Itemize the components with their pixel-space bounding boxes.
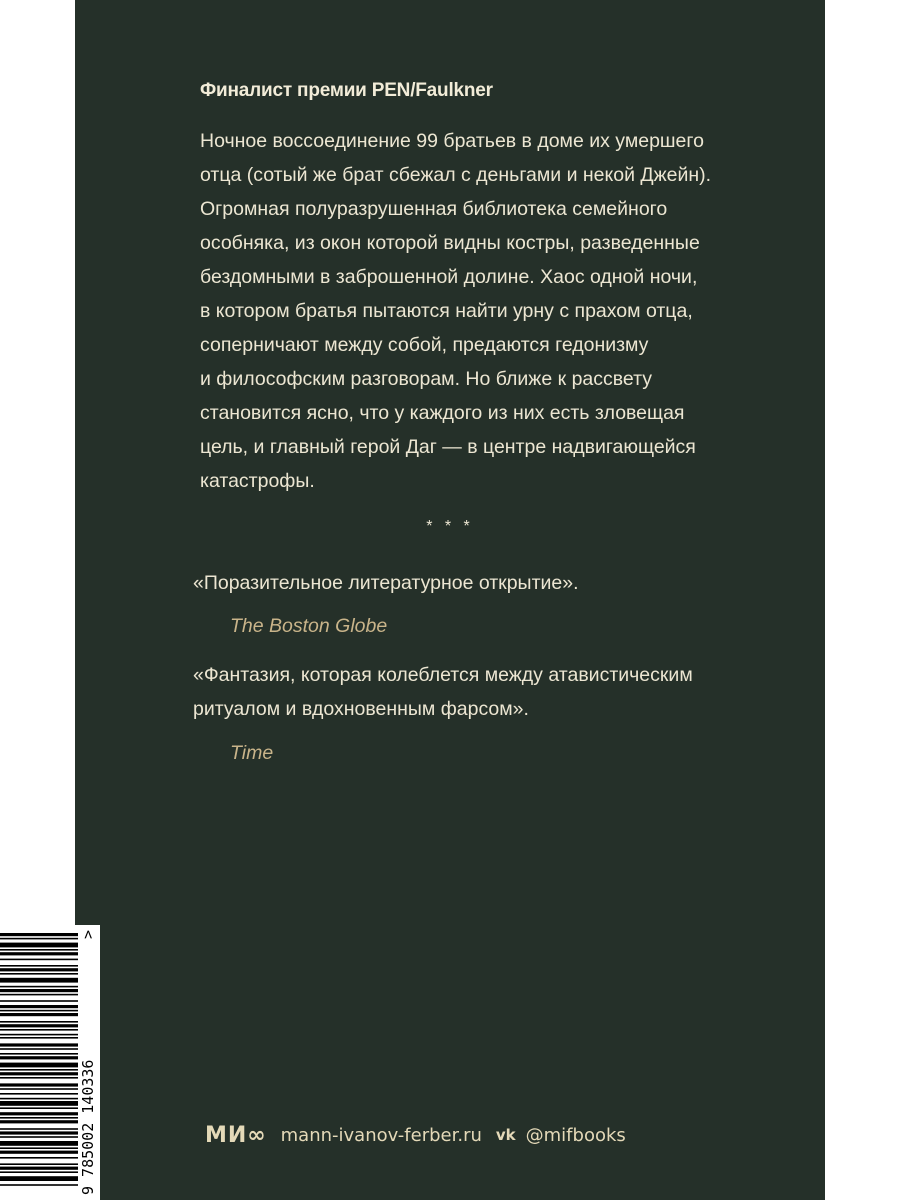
barcode-arrow: > xyxy=(79,929,97,939)
section-separator: * * * xyxy=(426,518,474,535)
barcode-bar xyxy=(0,1069,78,1071)
barcode-bar xyxy=(0,949,78,951)
isbn-barcode xyxy=(0,925,100,1200)
publisher-footer xyxy=(205,1118,626,1152)
description-line: особняка, из окон которой видны костры, разведенные xyxy=(200,232,700,254)
barcode-bar xyxy=(0,1141,78,1146)
barcode-bar xyxy=(0,1093,78,1095)
description-line: соперничают между собой, предаются гедонизму xyxy=(200,334,649,356)
quote-source: The Boston Globe xyxy=(230,615,388,637)
description-line: Ночное воссоединение 99 братьев в доме их умершего xyxy=(200,130,704,152)
barcode-bar xyxy=(0,1107,78,1109)
barcode-bar xyxy=(0,1147,78,1149)
barcode-bar xyxy=(0,1136,78,1138)
barcode-bar xyxy=(0,1077,78,1079)
barcode-bar xyxy=(0,952,78,955)
quote-line: «Фантазия, которая колеблется между атавистическим xyxy=(193,664,693,686)
barcode-bars xyxy=(0,933,78,1186)
description-line: бездомными в заброшенной долине. Хаос одной ночи, xyxy=(200,266,698,288)
barcode-bar xyxy=(0,994,78,996)
award-heading: Финалист премии PEN/Faulkner xyxy=(200,80,493,101)
review-quote xyxy=(193,566,579,600)
barcode-bar xyxy=(0,1083,78,1086)
barcode-bar xyxy=(0,973,78,975)
barcode-bar xyxy=(0,1024,78,1027)
barcode-bar xyxy=(0,1029,78,1031)
description-line: отца (сотый же брат сбежал с деньгами и некой Джейн). xyxy=(200,164,712,186)
barcode-bar xyxy=(0,1053,78,1055)
barcode-bar xyxy=(0,1131,78,1134)
barcode-graphic xyxy=(0,925,100,1200)
barcode-bar xyxy=(0,1021,78,1023)
barcode-bar xyxy=(0,986,78,988)
barcode-bar xyxy=(0,1037,78,1039)
barcode-bar xyxy=(0,1184,78,1186)
barcode-bar xyxy=(0,1043,78,1046)
social-handle[interactable]: @mifbooks xyxy=(525,1124,626,1146)
description-line: Огромная полуразрушенная библиотека семейного xyxy=(200,198,668,220)
description-line: в котором братья пытаются найти урну с прахом отца, xyxy=(200,300,693,322)
barcode-digits: 9 785002 140336 xyxy=(79,1059,97,1195)
vk-icon: vk xyxy=(495,1126,516,1144)
barcode-bar xyxy=(0,943,78,948)
book-description xyxy=(200,124,760,498)
barcode-bar xyxy=(0,1048,78,1050)
quote-line: «Поразительное литературное открытие». xyxy=(193,572,579,594)
barcode-bar xyxy=(0,989,78,992)
barcode-bar xyxy=(0,933,78,936)
barcode-bar xyxy=(0,1063,78,1068)
barcode-bar xyxy=(0,1171,78,1173)
barcode-bar xyxy=(0,1112,78,1115)
barcode-bar xyxy=(0,1157,78,1159)
barcode-bar xyxy=(0,1117,78,1119)
barcode-bar xyxy=(0,1010,78,1012)
barcode-bar xyxy=(0,1120,78,1123)
barcode-bar xyxy=(0,1088,78,1090)
barcode-bar xyxy=(0,1098,78,1100)
barcode-bar xyxy=(0,1128,78,1130)
back-cover xyxy=(75,0,825,1200)
barcode-bar xyxy=(0,968,78,971)
barcode-bar xyxy=(0,1013,78,1016)
barcode-bar xyxy=(0,1101,78,1106)
barcode-bar xyxy=(0,965,78,967)
barcode-bar xyxy=(0,1056,78,1059)
barcode-bar xyxy=(0,938,78,940)
quote-source: Time xyxy=(230,742,274,764)
quote-line: ритуалом и вдохновенным фарсом». xyxy=(193,698,529,720)
barcode-bar xyxy=(0,1034,78,1036)
description-line: цель, и главный герой Даг — в центре надвигающейся xyxy=(200,436,696,458)
barcode-bar xyxy=(0,978,78,983)
barcode-bar xyxy=(0,1005,78,1008)
description-line: и философским разговорам. Но ближе к рассвету xyxy=(200,368,652,390)
review-quote xyxy=(193,658,693,726)
barcode-bar xyxy=(0,1151,78,1154)
barcode-bar xyxy=(0,1176,78,1181)
barcode-bar xyxy=(0,1163,78,1165)
barcode-bar xyxy=(0,959,78,961)
barcode-bar xyxy=(0,1000,78,1002)
description-line: становится ясно, что у каждого из них есть зловещая xyxy=(200,402,685,424)
description-line: катастрофы. xyxy=(200,470,315,492)
barcode-bar xyxy=(0,1072,78,1075)
barcode-bar xyxy=(0,1167,78,1170)
publisher-logo: МИ∞ xyxy=(205,1122,267,1148)
website-link[interactable]: mann-ivanov-ferber.ru xyxy=(280,1124,482,1146)
